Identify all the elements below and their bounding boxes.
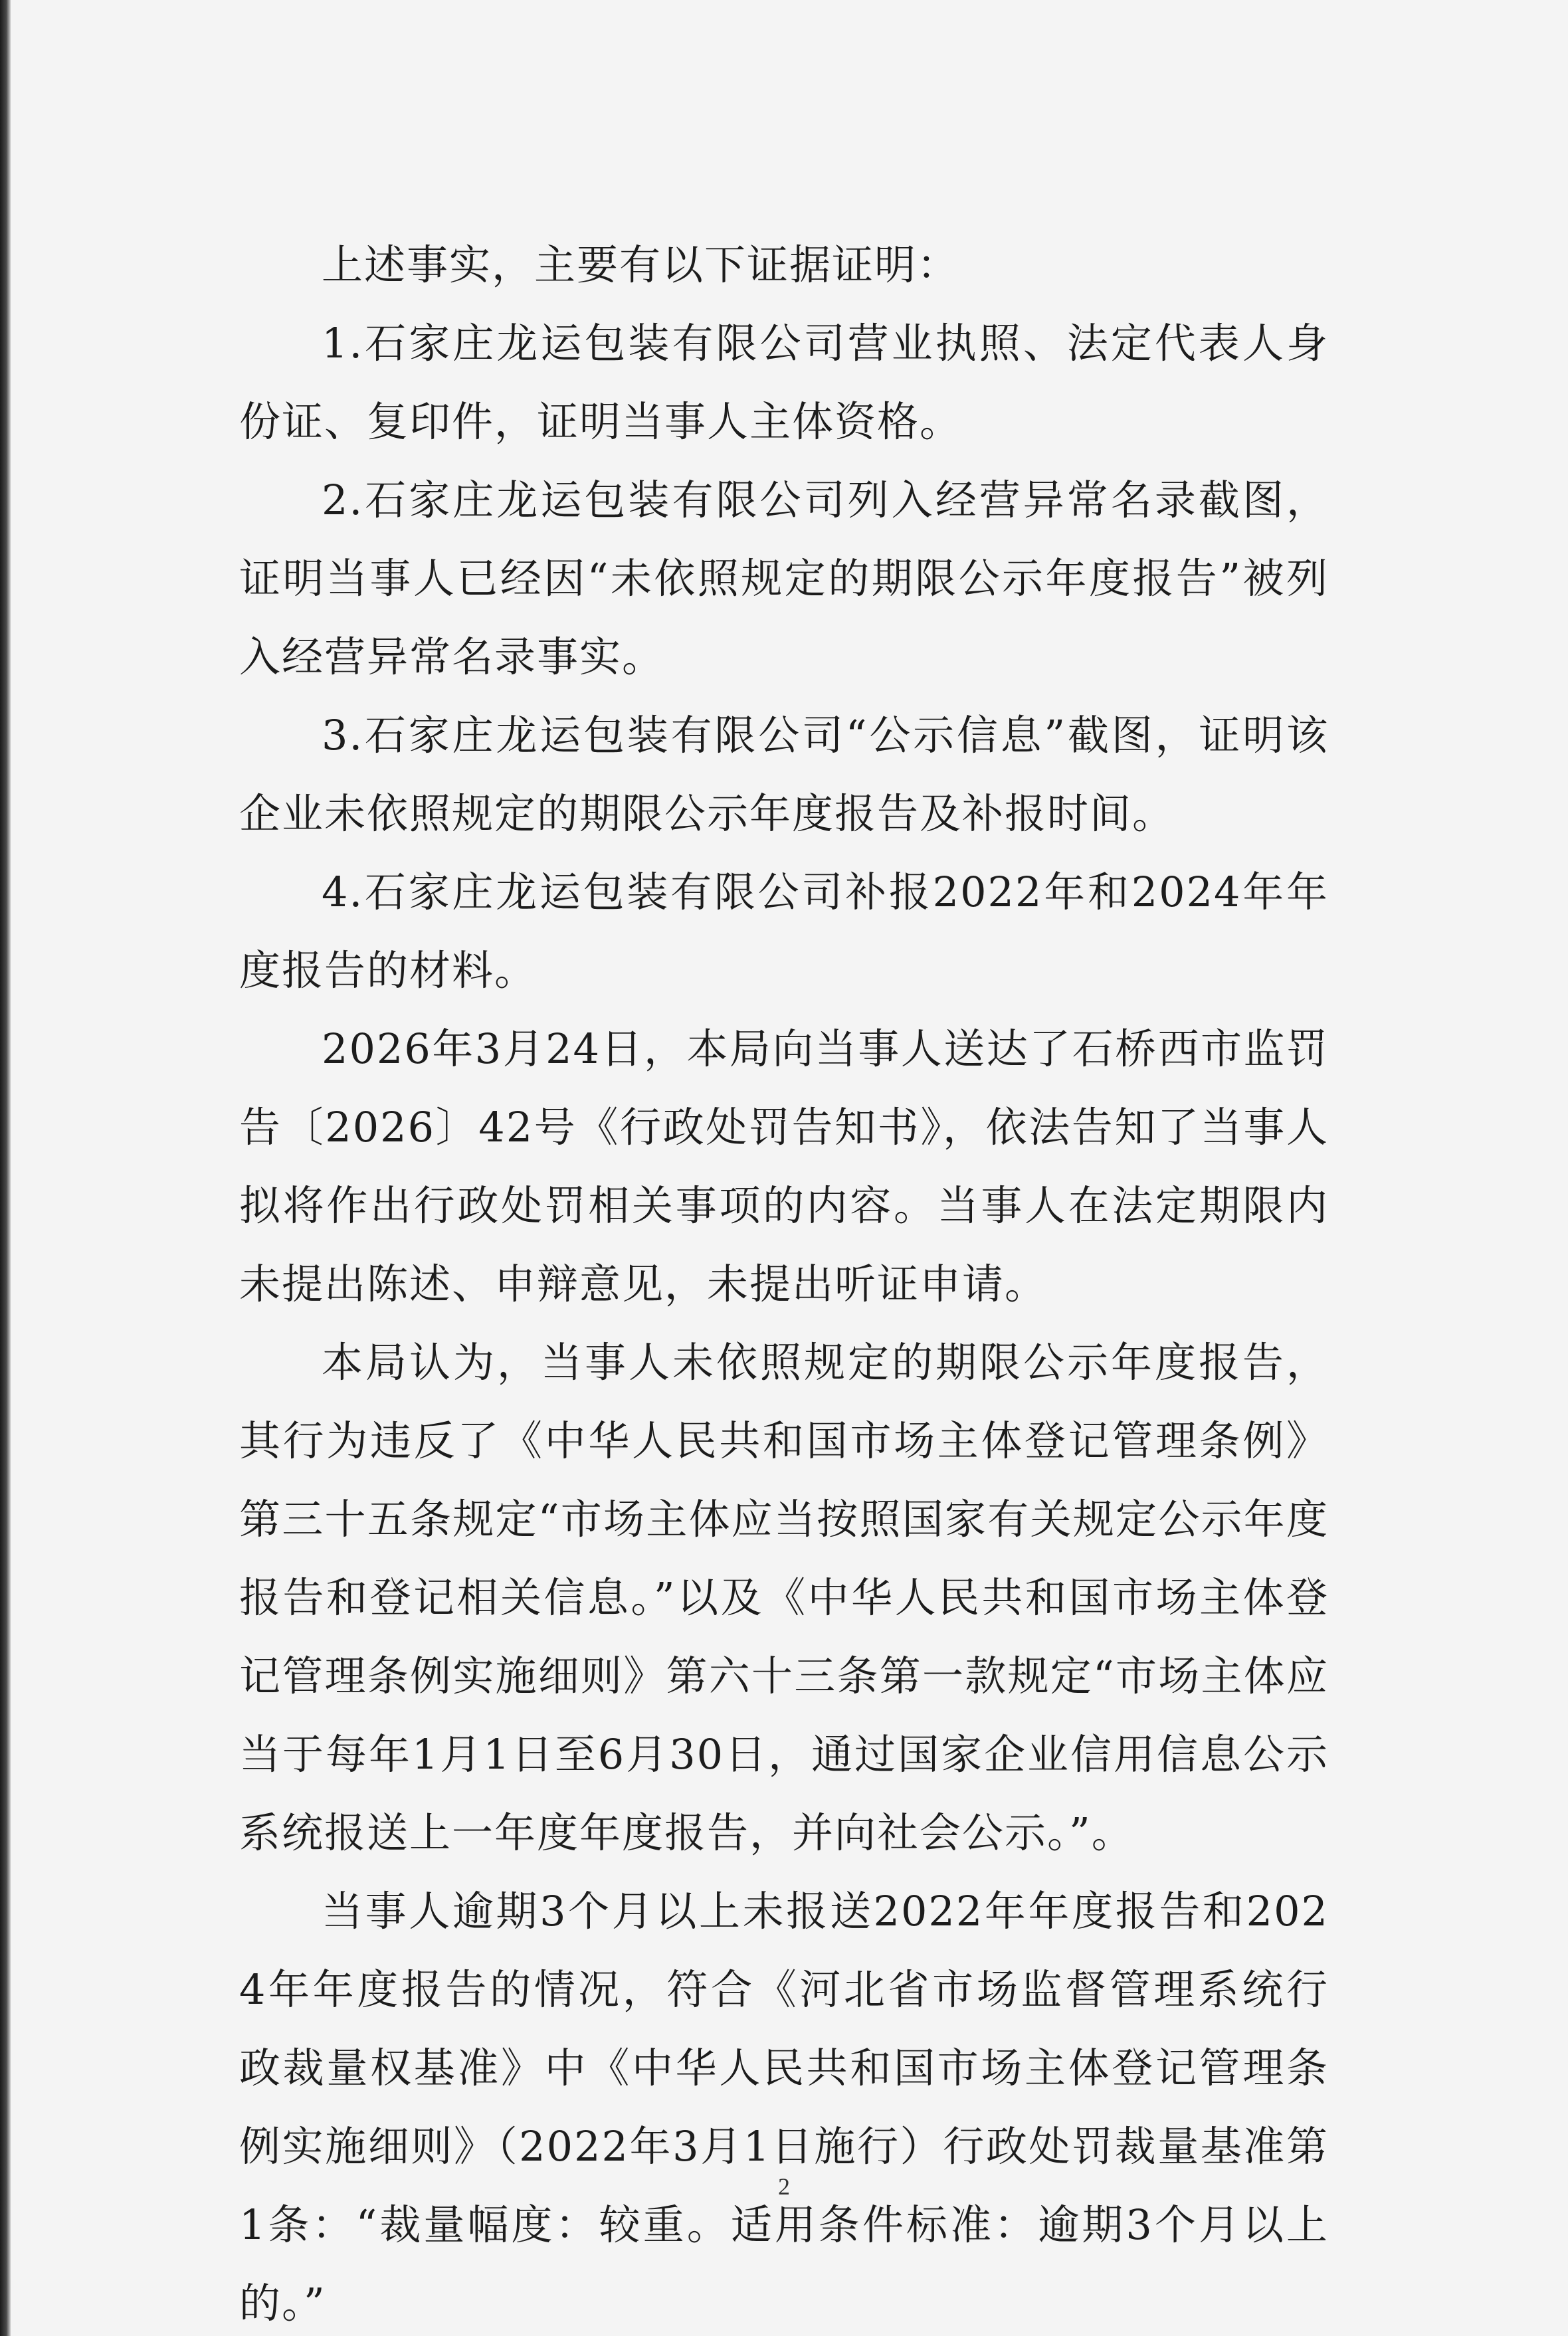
paragraph-discretion: 当事人逾期3个月以上未报送2022年年度报告和2024年年度报告的情况，符合《河北省市场监督管理系统行政裁量权基准》中《中华人民共和国市场主体登记管理条例实施细则》（2022年3月1日施行）行政处罚裁量基准第1条：“裁量幅度：较重。适用条件标准：逾期3个月以上的。” <box>239 1887 1329 2327</box>
page-number: 2 <box>778 2173 790 2200</box>
document-body <box>239 226 1329 2336</box>
paragraph-notice: 2026年3月24日，本局向当事人送达了石桥西市监罚告〔2026〕42号《行政处罚告知书》，依法告知了当事人拟将作出行政处罚相关事项的内容。当事人在法定期限内未提出陈述、申辩意见，未提出听证申请。 <box>239 1024 1329 1308</box>
paragraph-evidence-2: 2.石家庄龙运包装有限公司列入经营异常名录截图，证明当事人已经因“未依照规定的期限公示年度报告”被列入经营异常名录事实。 <box>239 476 1329 681</box>
paragraph-finding: 本局认为，当事人未依照规定的期限公示年度报告，其行为违反了《中华人民共和国市场主体登记管理条例》第三十五条规定“市场主体应当按照国家有关规定公示年度报告和登记相关信息。”以及《中华人民共和国市场主体登记管理条例实施细则》第六十三条第一款规定“市场主体应当于每年1月1日至6月30日，通过国家企业信用信息公示系统报送上一年度年度报告，并向社会公示。”。 <box>239 1338 1329 1857</box>
paragraph-evidence-4: 4.石家庄龙运包装有限公司补报2022年和2024年年度报告的材料。 <box>239 868 1329 995</box>
paragraph-evidence-intro: 上述事实，主要有以下证据证明： <box>322 241 960 289</box>
paragraph-evidence-1: 1.石家庄龙运包装有限公司营业执照、法定代表人身份证、复印件，证明当事人主体资格。 <box>239 319 1329 446</box>
paragraph-evidence-3: 3.石家庄龙运包装有限公司“公示信息”截图，证明该企业未依照规定的期限公示年度报告及补报时间。 <box>239 711 1329 838</box>
scan-edge-shadow <box>0 0 11 2336</box>
